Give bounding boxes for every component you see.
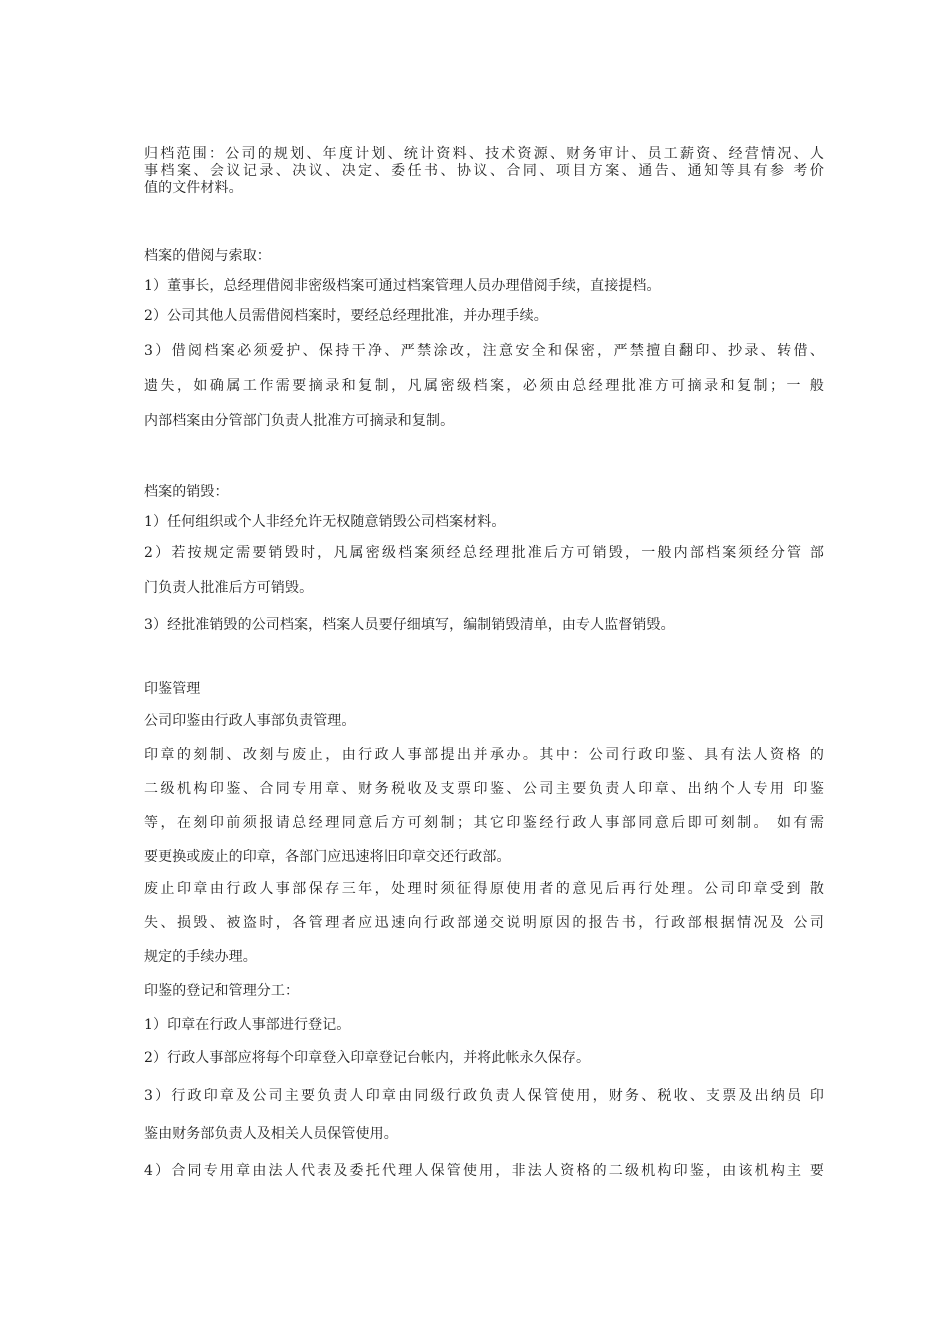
seal-line: 二级机构印鉴、合同专用章、财务税收及支票印鉴、公司主要负责人印章、出纳个人专用 印鉴: [144, 781, 824, 797]
destroy-item: 3）经批准销毁的公司档案，档案人员要仔细填写，编制销毁清单，由专人监督销毁。: [144, 617, 675, 633]
seal-item: 3）行政印章及公司主要负责人印章由同级行政负责人保管使用，财务、税收、支票及出纳员 印: [144, 1088, 824, 1104]
seal-line: 印章的刻制、改刻与废止，由行政人事部提出并承办。其中：公司行政印鉴、具有法人资格 的: [144, 747, 824, 763]
seal-line: 失、损毁、被盗时，各管理者应迅速向行政部递交说明原因的报告书，行政部根据情况及 公司: [144, 915, 824, 931]
scope-line: 事档案、会议记录、决议、决定、委任书、协议、合同、项目方案、通告、通知等具有参 考价: [144, 163, 824, 179]
destroy-item: 2）若按规定需要销毁时，凡属密级档案须经总经理批准后方可销毁，一般内部档案须经分管 部: [144, 545, 824, 561]
destroy-heading: 档案的销毁：: [144, 484, 229, 500]
borrow-item: 1）董事长，总经理借阅非密级档案可通过档案管理人员办理借阅手续，直接提档。: [144, 278, 661, 294]
seal-line: 规定的手续办理。: [144, 949, 257, 965]
borrow-item: 3）借阅档案必须爱护、保持干净、严禁涂改，注意安全和保密，严禁擅自翻印、抄录、转借、: [144, 343, 824, 359]
seal-item: 鉴由财务部负责人及相关人员保管使用。: [144, 1126, 398, 1142]
seal-line: 等，在刻印前须报请总经理同意后方可刻制；其它印鉴经行政人事部同意后即可刻制。 如有需: [144, 815, 824, 831]
seal-line: 要更换或废止的印章，各部门应迅速将旧印章交还行政部。: [144, 849, 511, 865]
seal-line: 废止印章由行政人事部保存三年，处理时须征得原使用者的意见后再行处理。公司印章受到 散: [144, 881, 824, 897]
scope-line: 值的文件材料。: [144, 180, 243, 196]
borrow-item: 遗失，如确属工作需要摘录和复制，凡属密级档案，必须由总经理批准方可摘录和复制；一 般: [144, 378, 824, 394]
borrow-heading: 档案的借阅与索取：: [144, 248, 271, 264]
destroy-item: 门负责人批准后方可销毁。: [144, 580, 314, 596]
seal-item: 1）印章在行政人事部进行登记。: [144, 1017, 351, 1033]
seal-line: 公司印鉴由行政人事部负责管理。: [144, 713, 356, 729]
seal-subheading: 印鉴的登记和管理分工：: [144, 983, 300, 999]
destroy-item: 1）任何组织或个人非经允许无权随意销毁公司档案材料。: [144, 514, 506, 530]
seal-heading: 印鉴管理: [144, 681, 201, 697]
borrow-item: 2）公司其他人员需借阅档案时，要经总经理批准，并办理手续。: [144, 308, 548, 324]
seal-item: 4）合同专用章由法人代表及委托代理人保管使用，非法人资格的二级机构印鉴，由该机构主 要: [144, 1163, 824, 1179]
seal-item: 2）行政人事部应将每个印章登入印章登记台帐内，并将此帐永久保存。: [144, 1050, 591, 1066]
scope-line: 归档范围：公司的规划、年度计划、统计资料、技术资源、财务审计、员工薪资、经营情况、人: [144, 146, 824, 162]
borrow-item: 内部档案由分管部门负责人批准方可摘录和复制。: [144, 413, 455, 429]
